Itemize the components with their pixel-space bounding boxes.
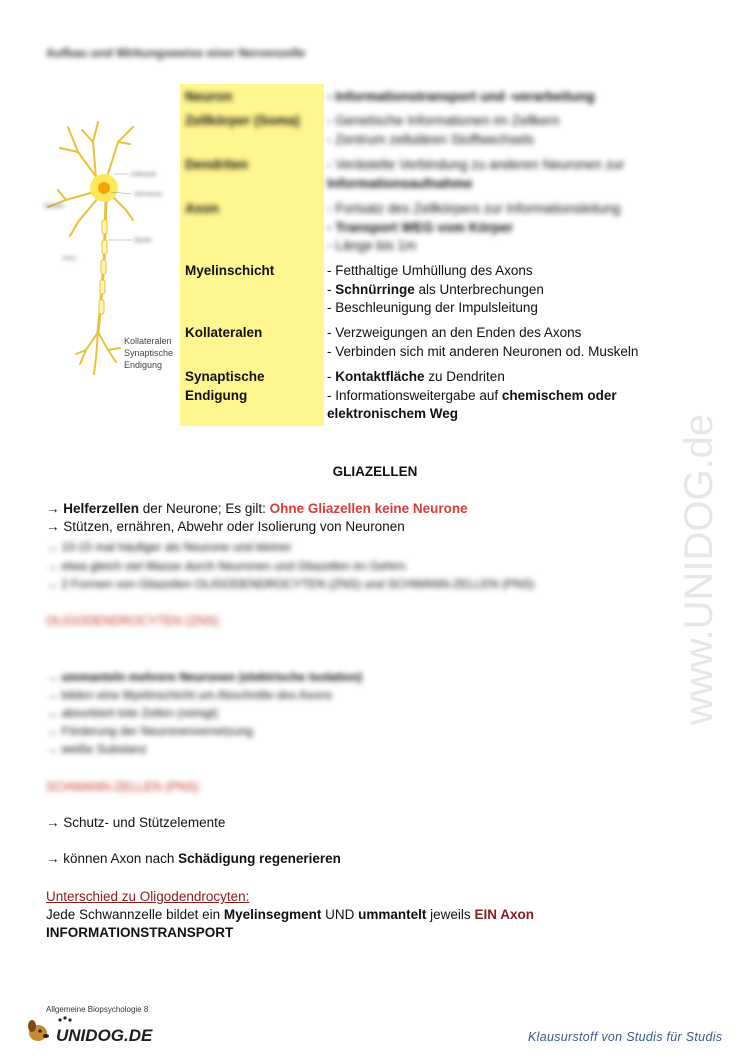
watermark-text: www.UNIDOG.de: [677, 413, 721, 725]
label-kollateralen: Kollateralen: [124, 336, 172, 346]
schwann-title: SCHWANN-ZELLEN (PNS): [46, 780, 200, 794]
row-term: Synaptische Endigung: [185, 369, 265, 403]
schwann-item: → Schutz- und Stützelemente: [46, 815, 226, 830]
emphasis: Kontaktfläche: [335, 369, 425, 384]
page-label: Allgemeine Biopsychologie 8: [46, 1005, 149, 1014]
neuron-illustration: [38, 112, 188, 382]
glia-line: [46, 500, 468, 518]
row-desc-line: - Beschleunigung der Impulsleitung: [327, 300, 538, 315]
oligo-item: → absorbiert tote Zellen (reinigt): [46, 706, 219, 720]
row-term: Axon: [185, 201, 219, 216]
oligo-item: → ummanteln mehrere Neuronen (elektrische Isolation): [46, 670, 363, 684]
diff-text: jeweils: [426, 907, 475, 922]
page-heading: Aufbau und Wirkungsweise einer Nervenzelle: [46, 46, 306, 60]
glia-bold: Helferzellen: [63, 501, 140, 516]
glia-line: → 10-15 mal häufiger als Neurone und kleiner: [46, 540, 292, 554]
row-desc-line: - Zentrum zellulären Stoffwechsels: [327, 131, 534, 147]
glia-red-text: Ohne Gliazellen keine Neurone: [269, 501, 468, 516]
row-desc-line: - Verästelte Verbindung zu anderen Neuronen zur: [327, 157, 625, 172]
oligo-item: → weiße Substanz: [46, 742, 147, 756]
label-dendrit: Dendrit: [44, 204, 64, 210]
emphasis: chemischem oder: [501, 387, 617, 403]
glia-line: → 2 Formen von Gliazellen OLIGODENDROCYTEN (ZNS) und SCHWANN-ZELLEN (PNS): [46, 577, 535, 591]
section-title: GLIAZELLEN: [332, 464, 418, 479]
schwann-text: → können Axon nach: [46, 851, 179, 866]
row-desc-line: - Verzweigungen an den Enden des Axons: [327, 325, 582, 340]
glia-text: der Neurone; Es gilt:: [139, 501, 270, 516]
oligo-item: → bilden eine Myelinschicht um Abschnitte des Axons: [46, 688, 333, 702]
arrow: →: [46, 501, 64, 516]
diff-last: INFORMATIONSTRANSPORT: [46, 925, 234, 940]
row-term: Kollateralen: [185, 325, 263, 340]
row-desc-line: Informationsaufnahme: [327, 175, 473, 191]
diff-text: UND: [321, 907, 359, 922]
dog-icon: [28, 1020, 49, 1041]
diff-bold: Myelinsegment: [223, 907, 322, 922]
label-zellkern: Zell-kerner: [134, 192, 163, 198]
row-desc-line: - Verbinden sich mit anderen Neuronen od. Muskeln: [327, 343, 639, 359]
schwann-item: [46, 850, 341, 868]
label-endigung: Endigung: [124, 360, 163, 370]
glia-line: → etwa gleich viel Masse durch Neuronen und Gliazellen im Gehirn: [46, 559, 406, 573]
row-desc-line: - Transport WEG vom Körper: [327, 219, 514, 235]
row-desc-line: - Fortsatz des Zellkörpers zur Informationsleitung: [327, 201, 621, 216]
diff-red-bold: EIN Axon: [474, 907, 534, 922]
diff-text: Jede Schwannzelle bildet ein: [46, 907, 224, 922]
row-term: Neuron: [185, 89, 233, 104]
row-desc-line: - Informationsweitergabe auf chemischem oder: [327, 387, 617, 403]
emphasis: Schnürringe: [335, 281, 415, 297]
tagline: Klausurstoff von Studis für Studis: [528, 1030, 723, 1044]
diff-title: Unterschied zu Oligodendrocyten:: [46, 889, 250, 904]
row-desc-line: elektronischem Weg: [327, 406, 459, 421]
row-desc-line: - Kontaktfläche zu Dendriten: [327, 369, 505, 384]
diff-line: [46, 906, 534, 924]
label-axon: Axon: [62, 256, 76, 262]
row-term: Zellkörper (Soma): [185, 113, 300, 128]
diff-bold: ummantelt: [358, 907, 427, 922]
row-desc-line: - Schnürringe als Unterbrechungen: [327, 281, 544, 297]
row-term: Dendriten: [185, 157, 249, 172]
schwann-bold: Schädigung regenerieren: [178, 851, 341, 866]
row-desc-line: - Fetthaltige Umhüllung des Axons: [327, 263, 533, 278]
oligo-title: OLIGODENDROCYTEN (ZNS): [46, 614, 219, 628]
logo-text: UNIDOG.DE: [56, 1026, 153, 1045]
row-desc-line: - Länge bis 1m: [327, 238, 417, 253]
label-zellkoerper: Zellkörper: [130, 172, 157, 178]
label-myelin: Myelin: [134, 238, 152, 244]
glia-line: → Stützen, ernähren, Abwehr oder Isolierung von Neuronen: [46, 519, 405, 534]
watermark: [668, 280, 728, 740]
row-term: Myelinschicht: [185, 263, 275, 278]
row-desc-line: - Genetische Informationen im Zellkern: [327, 113, 560, 128]
unidog-logo: [24, 1013, 154, 1047]
label-synaptische: Synaptische: [124, 348, 174, 358]
oligo-item: → Förderung der Neuronenvernetzung: [46, 724, 253, 738]
row-desc-line: - Informationstransport und -verarbeitung: [327, 89, 595, 104]
